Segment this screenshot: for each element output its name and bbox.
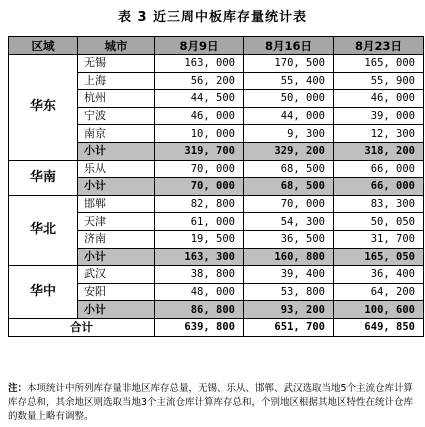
value-cell: 70, 000 [155,160,244,178]
subtotal-value: 329, 200 [244,142,334,160]
header-region: 区域 [9,37,78,55]
header-aug9: 8月9日 [155,37,244,55]
city-cell: 上海 [78,72,155,90]
table-row [9,266,424,284]
total-label: 合计 [9,318,155,336]
region-cell: 华南 [9,160,78,195]
value-cell: 82, 800 [155,195,244,213]
region-cell: 华中 [9,266,78,319]
table-row [9,160,424,178]
header-aug16: 8月16日 [244,37,334,55]
subtotal-value: 100, 600 [334,301,424,319]
value-cell: 48, 000 [155,283,244,301]
footnote [8,382,418,424]
value-cell: 56, 200 [155,72,244,90]
value-cell: 55, 900 [334,72,424,90]
subtotal-label: 小计 [78,301,155,319]
value-cell: 68, 500 [244,160,334,178]
table-row [9,55,424,73]
value-cell: 50, 000 [244,90,334,108]
value-cell: 46, 000 [155,107,244,125]
city-cell: 宁波 [78,107,155,125]
header-row [9,37,424,55]
value-cell: 53, 800 [244,283,334,301]
subtotal-value: 68, 500 [244,178,334,196]
total-value: 651, 700 [244,318,334,336]
subtotal-value: 93, 200 [244,301,334,319]
value-cell: 46, 000 [334,90,424,108]
value-cell: 83, 300 [334,195,424,213]
city-cell: 天津 [78,213,155,231]
footnote-text: 本项统计中所列库存量非地区库存总量，无锡、乐从、邯郸、武汉选取当地5个主流仓库计算库存总和，其余地区则选取当地3个主流仓库计算库存总和，个别地区根据其地区特性在统计仓库的数量上略有调整。 [8,383,414,422]
header-aug23: 8月23日 [334,37,424,55]
value-cell: 19, 500 [155,230,244,248]
value-cell: 39, 400 [244,266,334,284]
subtotal-value: 165, 050 [334,248,424,266]
city-cell: 武汉 [78,266,155,284]
value-cell: 36, 400 [334,266,424,284]
value-cell: 165, 000 [334,55,424,73]
city-cell: 邯郸 [78,195,155,213]
value-cell: 39, 000 [334,107,424,125]
inventory-table [8,36,424,337]
table-body [9,55,424,337]
table-row [9,195,424,213]
subtotal-label: 小计 [78,178,155,196]
subtotal-value: 86, 800 [155,301,244,319]
region-cell: 华东 [9,55,78,161]
value-cell: 163, 000 [155,55,244,73]
city-cell: 济南 [78,230,155,248]
header-city: 城市 [78,37,155,55]
value-cell: 44, 500 [155,90,244,108]
value-cell: 61, 000 [155,213,244,231]
city-cell: 安阳 [78,283,155,301]
value-cell: 170, 500 [244,55,334,73]
city-cell: 杭州 [78,90,155,108]
value-cell: 50, 050 [334,213,424,231]
subtotal-value: 318, 200 [334,142,424,160]
subtotal-value: 70, 000 [155,178,244,196]
subtotal-value: 66, 000 [334,178,424,196]
value-cell: 10, 000 [155,125,244,143]
value-cell: 70, 000 [244,195,334,213]
value-cell: 44, 000 [244,107,334,125]
footnote-label: 注： [8,383,28,394]
value-cell: 64, 200 [334,283,424,301]
value-cell: 12, 300 [334,125,424,143]
value-cell: 31, 700 [334,230,424,248]
subtotal-label: 小计 [78,248,155,266]
value-cell: 9, 300 [244,125,334,143]
value-cell: 55, 400 [244,72,334,90]
table-title: 表 3 近三周中板库存量统计表 [117,10,308,25]
total-row [9,318,424,336]
city-cell: 乐从 [78,160,155,178]
subtotal-label: 小计 [78,142,155,160]
region-cell: 华北 [9,195,78,265]
value-cell: 54, 300 [244,213,334,231]
total-value: 649, 850 [334,318,424,336]
subtotal-value: 160, 800 [244,248,334,266]
value-cell: 66, 000 [334,160,424,178]
city-cell: 无锡 [78,55,155,73]
value-cell: 38, 800 [155,266,244,284]
value-cell: 36, 500 [244,230,334,248]
subtotal-value: 163, 300 [155,248,244,266]
subtotal-value: 319, 700 [155,142,244,160]
city-cell: 南京 [78,125,155,143]
total-value: 639, 800 [155,318,244,336]
